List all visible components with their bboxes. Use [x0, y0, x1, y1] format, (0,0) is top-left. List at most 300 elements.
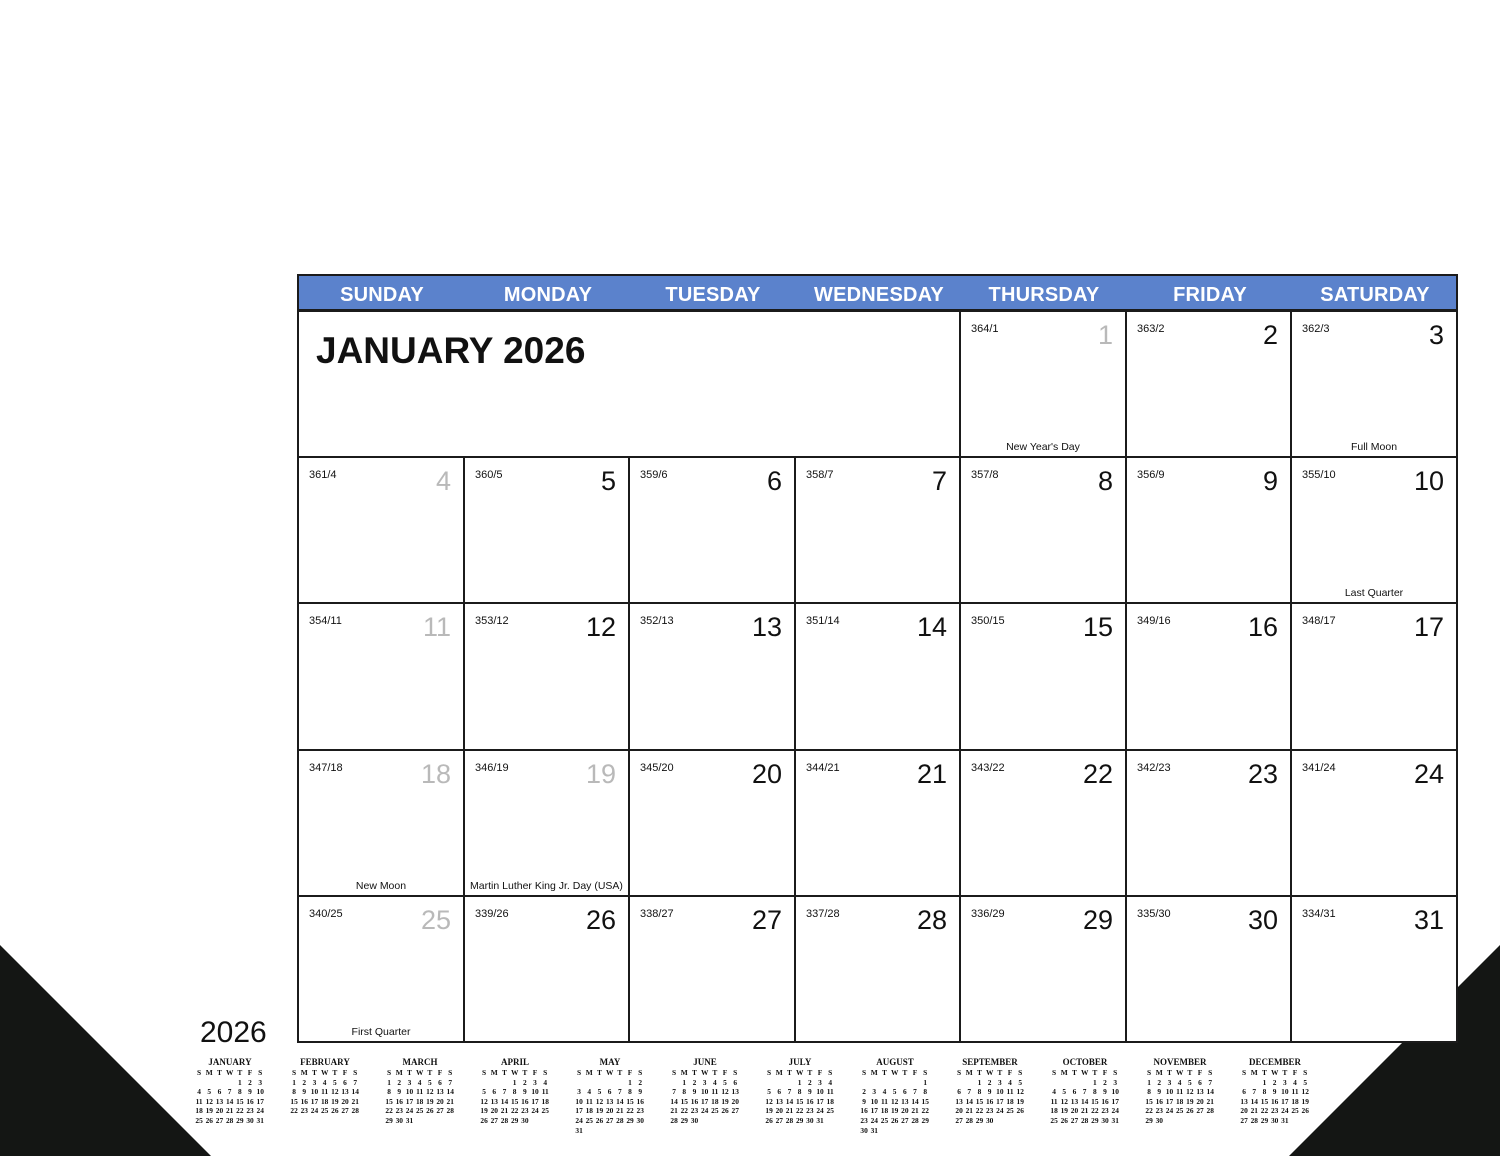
day-of-year: 344/21	[806, 762, 840, 774]
mini-day: 29	[975, 1115, 984, 1125]
mini-day: 5	[723, 1077, 727, 1087]
mini-day: 9	[638, 1087, 643, 1097]
mini-day: 7	[502, 1087, 507, 1097]
mini-day: 23	[395, 1106, 403, 1116]
day-cell[interactable]	[630, 604, 796, 751]
mini-day: 27	[341, 1106, 349, 1116]
mini-day	[594, 1078, 604, 1088]
mini-day: 14	[1250, 1096, 1258, 1106]
mini-day: 18	[1291, 1096, 1299, 1106]
mini-day: 26	[480, 1115, 488, 1125]
mini-day: 15	[680, 1096, 688, 1106]
day-cell[interactable]	[796, 604, 961, 751]
day-cell[interactable]	[1127, 312, 1292, 458]
mini-week-row	[289, 1078, 361, 1088]
mini-day: 17	[310, 1096, 319, 1106]
mini-day: 21	[1250, 1106, 1258, 1116]
mini-day: 30	[246, 1115, 254, 1125]
mini-day: 1	[1092, 1077, 1097, 1087]
mini-day: 26	[1060, 1115, 1068, 1125]
weekday-header	[297, 274, 1458, 311]
day-cell[interactable]	[1127, 897, 1292, 1041]
day-cell[interactable]	[1292, 751, 1456, 897]
day-event: Full Moon	[1350, 441, 1398, 453]
mini-weekday-letter: F	[532, 1068, 538, 1077]
mini-day: 28	[1080, 1115, 1089, 1125]
mini-day: 30	[860, 1125, 868, 1135]
mini-weekday-letter: T	[237, 1068, 243, 1077]
mini-day: 18	[711, 1096, 719, 1106]
mini-day: 10	[531, 1087, 539, 1097]
mini-month-august	[859, 1057, 931, 1135]
mini-day: 13	[215, 1096, 224, 1106]
day-of-year: 363/2	[1137, 323, 1165, 335]
mini-week-row	[764, 1106, 836, 1116]
mini-day: 9	[1272, 1087, 1277, 1097]
mini-day: 30	[1101, 1115, 1109, 1125]
mini-weekday-letter: W	[985, 1068, 994, 1077]
mini-weekday-row	[384, 1068, 456, 1078]
mini-day: 18	[1050, 1106, 1058, 1116]
mini-day: 28	[1206, 1106, 1214, 1116]
mini-weekday-letter: W	[795, 1068, 804, 1077]
day-number: 31	[1413, 905, 1444, 935]
day-of-year: 348/17	[1302, 615, 1336, 627]
mini-day	[900, 1078, 910, 1088]
header-monday: MONDAY	[503, 284, 593, 306]
mini-day: 23	[690, 1106, 699, 1116]
mini-day	[764, 1078, 774, 1088]
mini-weekday-letter: F	[912, 1068, 918, 1077]
mini-day: 7	[967, 1087, 972, 1097]
mini-weekday-letter: S	[733, 1068, 738, 1077]
mini-day: 14	[785, 1096, 794, 1106]
mini-day: 30	[521, 1115, 529, 1125]
mini-day: 14	[616, 1096, 624, 1106]
mini-day	[574, 1078, 584, 1088]
mini-day: 9	[862, 1096, 866, 1106]
header-thursday: THURSDAY	[988, 284, 1100, 306]
mini-day: 14	[351, 1087, 359, 1097]
mini-weekday-letter: T	[712, 1068, 718, 1077]
mini-weekday-letter: T	[1092, 1068, 1098, 1077]
day-cell[interactable]	[1127, 604, 1292, 751]
mini-day	[730, 1116, 740, 1126]
mini-weekday-letter: M	[680, 1068, 688, 1077]
day-of-year: 357/8	[971, 469, 999, 481]
mini-day: 6	[217, 1087, 222, 1097]
mini-day: 3	[818, 1077, 822, 1087]
day-of-year: 353/12	[475, 615, 509, 627]
day-cell[interactable]	[796, 458, 961, 604]
mini-day: 5	[482, 1087, 486, 1097]
mini-day: 26	[765, 1115, 773, 1125]
mini-day: 16	[690, 1096, 699, 1106]
mini-day: 30	[636, 1115, 644, 1125]
mini-weekday-letter: S	[862, 1068, 867, 1077]
day-cell[interactable]	[299, 897, 465, 1041]
day-cell[interactable]	[961, 751, 1127, 897]
mini-day: 13	[901, 1096, 909, 1106]
day-cell[interactable]	[630, 458, 796, 604]
mini-week-row	[289, 1106, 361, 1116]
mini-day: 26	[331, 1106, 339, 1116]
day-number: 28	[916, 905, 947, 935]
day-number: 19	[585, 759, 616, 789]
day-of-year: 361/4	[309, 469, 337, 481]
day-cell[interactable]	[1127, 751, 1292, 897]
day-cell[interactable]	[1292, 458, 1456, 604]
mini-day: 28	[1250, 1115, 1258, 1125]
mini-day: 7	[353, 1077, 358, 1087]
day-cell[interactable]	[299, 604, 465, 751]
mini-week-row	[764, 1097, 836, 1107]
mini-day: 20	[1196, 1096, 1204, 1106]
mini-day: 5	[892, 1087, 897, 1097]
mini-day	[710, 1116, 720, 1126]
mini-day: 27	[775, 1115, 783, 1125]
mini-day: 12	[426, 1087, 434, 1097]
day-cell[interactable]	[961, 458, 1127, 604]
mini-day: 1	[923, 1077, 928, 1087]
mini-day: 28	[500, 1115, 509, 1125]
mini-day: 6	[733, 1077, 738, 1087]
mini-week-row	[574, 1087, 646, 1097]
day-number: 12	[585, 612, 616, 642]
day-number: 2	[1262, 320, 1278, 350]
mini-day	[1290, 1116, 1300, 1126]
mini-day: 8	[237, 1087, 242, 1097]
mini-day: 6	[1242, 1087, 1246, 1097]
mini-day: 22	[795, 1106, 804, 1116]
mini-weekday-letter: S	[1303, 1068, 1308, 1077]
day-of-year: 345/20	[640, 762, 674, 774]
mini-day: 7	[1082, 1087, 1087, 1097]
mini-day: 3	[702, 1077, 707, 1087]
mini-day: 15	[921, 1096, 929, 1106]
mini-day: 6	[343, 1077, 347, 1087]
day-number: 30	[1247, 905, 1278, 935]
mini-week-row	[289, 1087, 361, 1097]
mini-week-row	[954, 1116, 1026, 1126]
mini-weekday-row	[954, 1068, 1026, 1078]
mini-day: 27	[436, 1106, 444, 1116]
mini-day: 4	[1052, 1087, 1056, 1097]
mini-weekday-letter: W	[225, 1068, 234, 1077]
mini-day: 14	[1080, 1096, 1089, 1106]
day-number: 25	[420, 905, 451, 935]
mini-day: 2	[987, 1077, 992, 1087]
mini-day: 16	[1155, 1096, 1163, 1106]
day-of-year: 343/22	[971, 762, 1005, 774]
mini-weekday-letter: M	[775, 1068, 783, 1077]
mini-week-row	[1049, 1116, 1121, 1126]
mini-week-row	[764, 1116, 836, 1126]
mini-day: 18	[880, 1106, 889, 1116]
mini-day: 1	[977, 1077, 982, 1087]
mini-day	[415, 1116, 425, 1126]
mini-day	[910, 1078, 920, 1088]
mini-day: 23	[1270, 1106, 1279, 1116]
mini-weekday-letter: W	[605, 1068, 614, 1077]
mini-day: 16	[806, 1096, 814, 1106]
mini-day	[1005, 1116, 1015, 1126]
mini-day: 30	[1155, 1115, 1163, 1125]
mini-day: 2	[807, 1077, 812, 1087]
mini-day: 21	[446, 1096, 454, 1106]
day-number: 26	[585, 905, 616, 935]
mini-day: 12	[721, 1087, 729, 1097]
mini-day: 25	[320, 1106, 329, 1116]
mini-day: 19	[1016, 1096, 1024, 1106]
day-cell[interactable]	[961, 604, 1127, 751]
mini-day	[1164, 1116, 1174, 1126]
day-cell[interactable]	[961, 312, 1127, 458]
mini-day: 19	[721, 1096, 729, 1106]
mini-day: 17	[256, 1096, 264, 1106]
mini-weekday-letter: T	[977, 1068, 982, 1077]
day-cell[interactable]	[465, 751, 630, 897]
mini-day	[479, 1078, 489, 1088]
mini-day: 21	[1080, 1106, 1089, 1116]
mini-day: 13	[1070, 1096, 1079, 1106]
mini-week-row	[384, 1078, 456, 1088]
mini-day: 3	[1113, 1077, 1118, 1087]
day-cell[interactable]	[465, 897, 630, 1041]
mini-day: 11	[1291, 1087, 1299, 1097]
day-cell[interactable]	[796, 751, 961, 897]
day-cell[interactable]	[630, 897, 796, 1041]
mini-month-name: DECEMBER	[1248, 1057, 1301, 1067]
mini-day: 29	[795, 1115, 804, 1125]
mini-weekday-letter: S	[638, 1068, 643, 1077]
mini-day	[605, 1126, 615, 1136]
mini-day: 29	[1145, 1115, 1153, 1125]
day-cell[interactable]	[796, 897, 961, 1041]
mini-day: 16	[395, 1096, 403, 1106]
mini-weekday-letter: M	[490, 1068, 498, 1077]
mini-day: 7	[787, 1087, 792, 1097]
day-cell[interactable]	[961, 897, 1127, 1041]
mini-day: 5	[332, 1077, 337, 1087]
mini-day	[1080, 1078, 1090, 1088]
mini-day: 19	[890, 1106, 899, 1116]
mini-day: 10	[405, 1087, 414, 1097]
mini-week-row	[954, 1078, 1026, 1088]
mini-weekday-row	[574, 1068, 646, 1078]
mini-month-name: NOVEMBER	[1153, 1057, 1207, 1067]
header-friday: FRIDAY	[1173, 284, 1247, 306]
mini-day	[214, 1078, 224, 1088]
mini-day: 13	[341, 1087, 349, 1097]
mini-day: 20	[901, 1106, 909, 1116]
mini-weekday-letter: W	[320, 1068, 329, 1077]
mini-day: 29	[1091, 1115, 1099, 1125]
mini-week-row	[194, 1106, 266, 1116]
day-number: 21	[916, 759, 947, 789]
mini-weekday-letter: F	[817, 1068, 823, 1077]
mini-day: 25	[880, 1115, 889, 1125]
mini-month-november	[1144, 1057, 1216, 1126]
day-event: First Quarter	[351, 1026, 411, 1038]
mini-day: 2	[302, 1077, 307, 1087]
mini-day: 6	[492, 1087, 497, 1097]
mini-weekday-letter: S	[1113, 1068, 1118, 1077]
mini-day: 3	[258, 1077, 263, 1087]
mini-day: 20	[436, 1096, 444, 1106]
mini-week-row	[574, 1097, 646, 1107]
mini-day: 15	[385, 1096, 393, 1106]
mini-day: 7	[227, 1087, 232, 1097]
mini-day: 25	[711, 1106, 719, 1116]
day-event: Martin Luther King Jr. Day (USA)	[470, 880, 623, 892]
mini-day: 25	[1006, 1106, 1014, 1116]
mini-day: 6	[902, 1087, 907, 1097]
mini-day	[530, 1116, 540, 1126]
mini-week-row	[384, 1087, 456, 1097]
mini-day: 16	[1270, 1096, 1279, 1106]
mini-day	[225, 1078, 235, 1088]
mini-day: 21	[225, 1106, 234, 1116]
mini-day: 17	[996, 1096, 1004, 1106]
mini-day: 31	[1281, 1115, 1289, 1125]
mini-day: 13	[436, 1087, 444, 1097]
mini-day	[859, 1078, 869, 1088]
mini-day: 10	[996, 1087, 1004, 1097]
mini-day: 22	[1260, 1106, 1269, 1116]
header-wednesday: WEDNESDAY	[814, 284, 944, 306]
mini-day: 29	[680, 1115, 688, 1125]
mini-weekday-letter: S	[1208, 1068, 1213, 1077]
mini-week-row	[1144, 1097, 1216, 1107]
mini-day: 1	[512, 1077, 517, 1087]
mini-day: 29	[236, 1115, 244, 1125]
mini-day: 8	[977, 1087, 982, 1097]
day-of-year: 352/13	[640, 615, 674, 627]
mini-month-december	[1239, 1057, 1311, 1126]
mini-week-row	[859, 1106, 931, 1116]
mini-day: 16	[860, 1106, 868, 1116]
mini-day: 20	[1240, 1106, 1248, 1116]
mini-month-name: AUGUST	[876, 1057, 914, 1067]
mini-day: 2	[862, 1087, 866, 1097]
mini-day	[1069, 1078, 1079, 1088]
mini-day: 1	[1262, 1077, 1267, 1087]
mini-weekday-letter: S	[828, 1068, 833, 1077]
mini-weekday-letter: T	[617, 1068, 623, 1077]
mini-month-june	[669, 1057, 741, 1126]
mini-day: 21	[1206, 1096, 1214, 1106]
month-calendar	[297, 274, 1458, 1043]
mini-day: 27	[1196, 1106, 1204, 1116]
mini-day: 17	[816, 1096, 824, 1106]
mini-day	[669, 1078, 679, 1088]
mini-week-row	[1049, 1097, 1121, 1107]
day-cell[interactable]	[1292, 897, 1456, 1041]
mini-weekday-letter: M	[1250, 1068, 1258, 1077]
mini-week-row	[859, 1126, 931, 1136]
day-of-year: 359/6	[640, 469, 668, 481]
mini-day	[1175, 1116, 1185, 1126]
mini-day	[890, 1078, 900, 1088]
mini-week-row	[574, 1078, 646, 1088]
mini-day: 31	[575, 1125, 583, 1135]
mini-weekday-letter: S	[672, 1068, 677, 1077]
mini-day: 17	[1111, 1096, 1119, 1106]
mini-week-row	[954, 1097, 1026, 1107]
mini-week-row	[574, 1126, 646, 1136]
mini-week-row	[1239, 1087, 1311, 1097]
mini-day: 15	[1091, 1096, 1099, 1106]
mini-day: 3	[1167, 1077, 1172, 1087]
mini-day: 15	[290, 1096, 298, 1106]
day-number: 1	[1097, 320, 1113, 350]
mini-day: 11	[541, 1087, 549, 1097]
mini-day: 12	[595, 1096, 604, 1106]
mini-weekday-letter: F	[437, 1068, 443, 1077]
mini-day: 17	[1281, 1096, 1289, 1106]
mini-weekday-letter: S	[292, 1068, 297, 1077]
day-cell[interactable]	[630, 751, 796, 897]
mini-day	[489, 1078, 499, 1088]
day-cell[interactable]	[1292, 312, 1456, 458]
mini-day: 2	[248, 1077, 252, 1087]
mini-week-row	[764, 1078, 836, 1088]
mini-day: 8	[923, 1087, 928, 1097]
mini-weekday-letter: F	[722, 1068, 728, 1077]
mini-month-name: APRIL	[500, 1057, 529, 1067]
day-cell[interactable]	[299, 751, 465, 897]
mini-day: 30	[806, 1115, 814, 1125]
mini-weekday-letter: F	[342, 1068, 348, 1077]
day-cell[interactable]	[465, 604, 630, 751]
day-event: New Year's Day	[1006, 441, 1080, 453]
mini-day: 30	[1270, 1115, 1279, 1125]
day-number: 18	[420, 759, 451, 789]
day-cell[interactable]	[299, 458, 465, 604]
mini-day	[700, 1116, 710, 1126]
mini-weekday-row	[669, 1068, 741, 1078]
mini-day: 11	[195, 1096, 203, 1106]
mini-week-row	[954, 1087, 1026, 1097]
month-title-cell	[299, 312, 961, 458]
mini-day: 7	[448, 1077, 453, 1087]
mini-weekday-letter: F	[247, 1068, 253, 1077]
mini-day: 19	[1186, 1096, 1194, 1106]
mini-week-row	[194, 1097, 266, 1107]
mini-day: 23	[246, 1106, 254, 1116]
mini-day: 28	[446, 1106, 454, 1116]
day-cell[interactable]	[465, 458, 630, 604]
mini-weekday-letter: S	[577, 1068, 582, 1077]
mini-day: 20	[490, 1106, 498, 1116]
day-cell[interactable]	[1292, 604, 1456, 751]
mini-day: 8	[797, 1087, 802, 1097]
mini-day: 18	[195, 1106, 203, 1116]
mini-day: 26	[1186, 1106, 1194, 1116]
mini-day: 24	[700, 1106, 709, 1116]
mini-week-row	[479, 1097, 551, 1107]
mini-day: 24	[1111, 1106, 1119, 1116]
mini-day	[194, 1078, 204, 1088]
mini-day: 14	[965, 1096, 973, 1106]
mini-week-row	[384, 1097, 456, 1107]
mini-day: 8	[1092, 1087, 1097, 1097]
mini-day: 3	[312, 1077, 317, 1087]
day-cell[interactable]	[1127, 458, 1292, 604]
mini-day: 10	[1111, 1087, 1119, 1097]
mini-day	[1195, 1116, 1205, 1126]
